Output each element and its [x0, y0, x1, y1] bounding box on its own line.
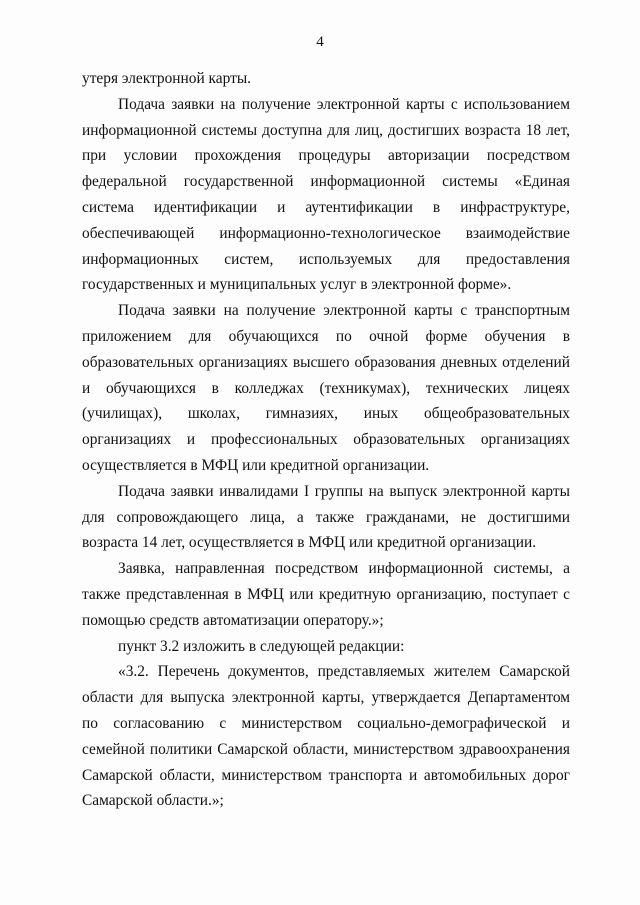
paragraph-application-to-operator: Заявка, направленная посредством информационной системы, а также представленная в МФЦ или кредитную организацию, поступает с помощью средств автоматизации оператору.»;	[82, 560, 570, 629]
paragraph-continuation: утеря электронной карты.	[82, 70, 252, 87]
paragraph-disabled-persons-application: Подача заявки инвалидами I группы на выпуск электронной карты для сопровождающего лица, а также гражданами, не достигшими возраста 14 лет, осуществляется в МФЦ или кредитной организации.	[82, 482, 570, 552]
paragraph-clause-3-2: «3.2. Перечень документов, представляемых жителем Самарской области для выпуска электронной карты, утверждается Департаментом по согласованию с министерством социально-демографической и семейной политики Самарской области, министерством здравоохранения Самарской области, министерством транспорта и автомобильных дорог Самарской области.»;	[82, 663, 570, 810]
paragraph-info-system-application: Подача заявки на получение электронной карты с использованием информационной системы доступна для лиц, достигших возраста 18 лет, при условии прохождения процедуры авторизации посредством федеральной государственной информационной системы «Единая система идентификации и аутентификации в инфраструктуре, обеспечивающей информационно-технологическое взаимодействие информационных систем, используемых для предоставления государственных и муниципальных услуг в электронной форме».	[82, 95, 570, 294]
document-body	[82, 66, 570, 814]
paragraph-amendment-3-2-intro: пункт 3.2 изложить в следующей редакции:	[118, 637, 405, 655]
page-number: 4	[316, 34, 324, 50]
paragraph-student-transport-card: Подача заявки на получение электронной карты с транспортным приложением для обучающихся по очной форме обучения в образовательных организациях высшего образования дневных отделений и обучающихся в колледжах (техникумах), технических лицеях (училищах), школах, гимназиях, иных общеобразовательных организациях и профессиональных образовательных организациях осуществляется в МФЦ или кредитной организации.	[82, 302, 570, 474]
